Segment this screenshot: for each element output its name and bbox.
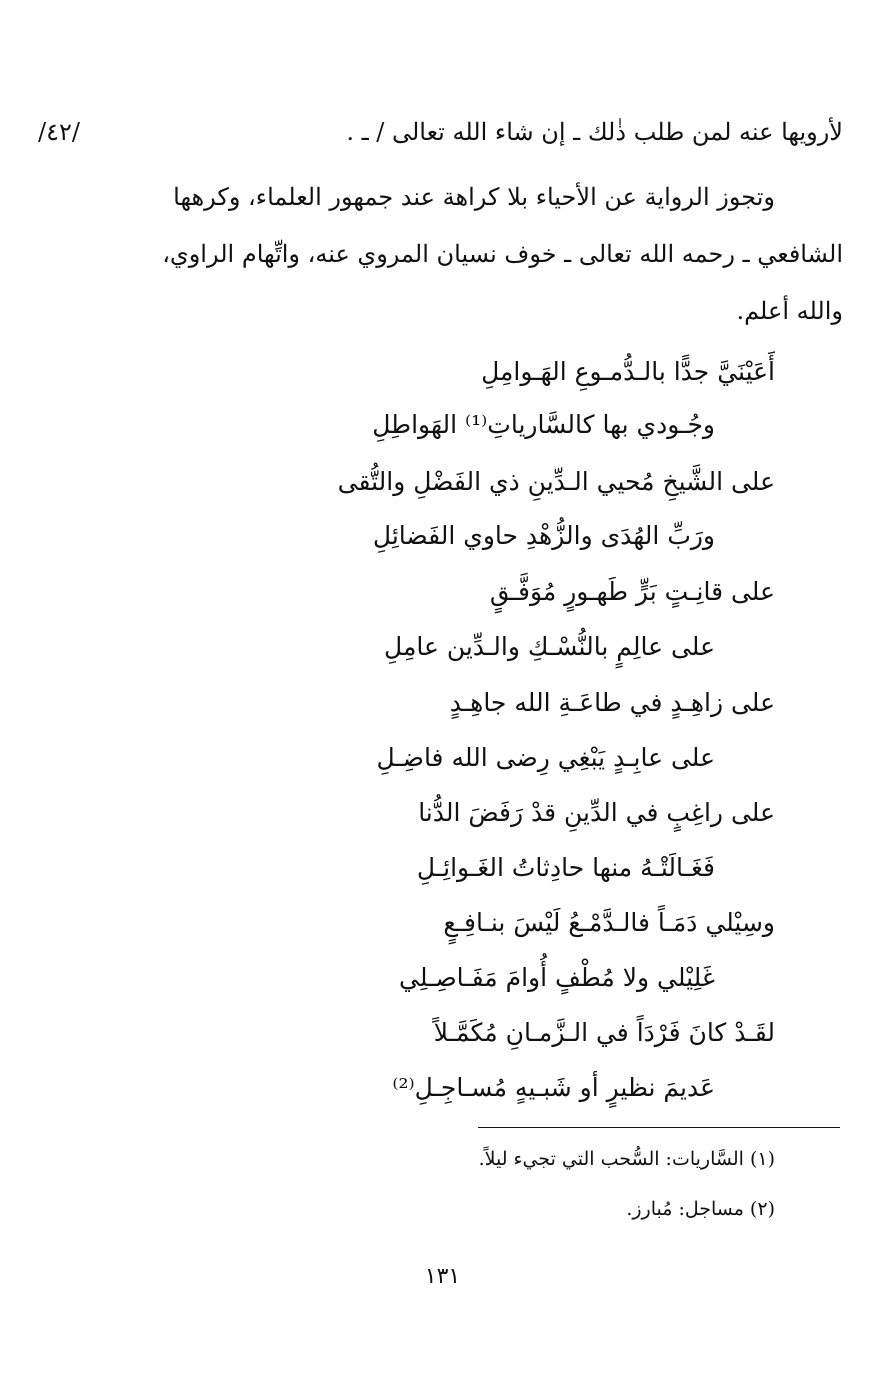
verse-line-14: عَديمَ نظيرٍ أو شَبـيهٍ مُسـاجِـلِ⁽²⁾ xyxy=(392,1073,715,1102)
verse-line-2: وجُـودي بها كالسَّارياتِ⁽¹⁾ الهَواطِلِ xyxy=(372,410,715,439)
verse-line-12: غَلِيْلي ولا مُطْفٍ أُوامَ مَفَـاصِـلِي xyxy=(399,963,715,992)
prose-line-3: الشافعي ـ رحمه الله تعالى ـ خوف نسيان المروي عنه، واتِّهام الراوي، xyxy=(162,240,843,268)
verse-line-8: على عابِـدٍ يَبْغِي رِضى الله فاضِـلِ xyxy=(376,743,715,772)
footnote-2: (٢) مساجل: مُبارز. xyxy=(626,1198,775,1220)
footnote-1: (١) السَّاريات: السُّحب التي تجيء ليلاً. xyxy=(478,1148,775,1170)
verse-line-11: وسِيْلي دَمَـاً فالـدَّمْـعُ لَيْسَ بنـافِـعٍ xyxy=(443,908,775,937)
page-marker: /٤٢/ xyxy=(38,118,80,146)
verse-line-4: ورَبِّ الهُدَى والزُّهْدِ حاوي الفَضائِلِ xyxy=(372,521,715,550)
verse-line-3: على الشَّيخِ مُحيي الـدِّينِ ذي الفَضْلِ والتُّقى xyxy=(337,467,775,496)
prose-line-4: والله أعلم. xyxy=(736,297,843,325)
prose-line-1: لأرويها عنه لمن طلب ذٰلك ـ إن شاء الله تعالى / ـ . xyxy=(346,118,843,146)
verse-line-13: لقَـدْ كانَ فَرْدَاً في الـزَّمـانِ مُكَمَّـلاً xyxy=(433,1018,775,1047)
verse-line-7: على زاهِـدٍ في طاعَـةِ الله جاهِـدٍ xyxy=(449,688,775,717)
verse-line-1: أَعَيْنَيَّ جدًّا بالـدُّمـوعِ الهَـوامِلِ xyxy=(481,357,775,386)
verse-line-6: على عالِمٍ بالنُّسْـكِ والـدِّين عامِلِ xyxy=(384,632,715,661)
verse-line-9: على راغِبٍ في الدِّينِ قدْ رَفَضَ الدُّنا xyxy=(418,798,775,827)
footnote-divider xyxy=(478,1127,840,1128)
verse-line-5: على قانِـتٍ بَرٍّ طَهـورٍ مُوَفَّـقٍ xyxy=(489,577,775,606)
verse-line-10: فَغَـالَتْـهُ منها حادِثاتُ الغَـوائِـلِ xyxy=(416,853,715,882)
prose-line-2: وتجوز الرواية عن الأحياء بلا كراهة عند جمهور العلماء، وكرهها xyxy=(173,183,775,211)
page-number: ١٣١ xyxy=(424,1264,461,1289)
